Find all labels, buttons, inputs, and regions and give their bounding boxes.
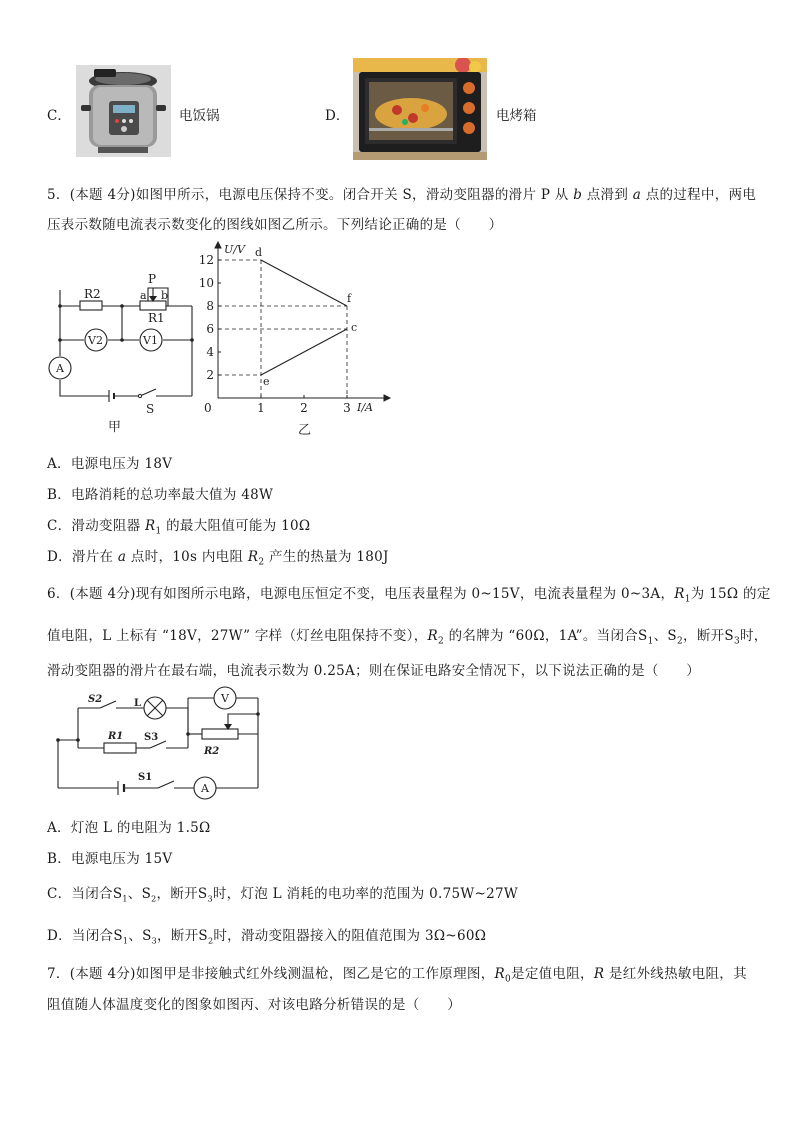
q5-option-a: A．电源电压为 18V — [47, 456, 173, 472]
q6-s3-label: S3 — [144, 732, 159, 743]
q5-point-a: a — [117, 549, 127, 565]
series-line-2 — [261, 329, 347, 375]
q6-text: 为 15Ω 的定 — [690, 586, 771, 602]
q5-ammeter-label: A — [56, 362, 64, 375]
q6-subscript: 2 — [676, 636, 684, 647]
point-label-f: f — [347, 292, 352, 305]
x-tick-label: 2 — [300, 401, 308, 415]
q6-subscript: 1 — [122, 894, 128, 904]
q5-stem-line1 — [47, 183, 756, 203]
q6-option-b: B．电源电压为 15V — [47, 851, 173, 867]
q5-r2-label: R2 — [84, 287, 101, 301]
point-label-c: c — [351, 321, 358, 334]
q5-point-b: b — [573, 187, 583, 203]
q5-text: 点滑到 — [582, 187, 633, 203]
q5-subscript: 2 — [258, 557, 265, 568]
q6-text: 、S — [653, 628, 677, 644]
q6-option-a: A．灯泡 L 的电阻为 1.5Ω — [47, 820, 211, 836]
q5-r-symbol: R — [247, 549, 259, 565]
q7-stem-line2: 阻值随人体温度变化的图象如图丙、对该电路分析错误的是（ ） — [47, 997, 461, 1013]
y-tick-label: 10 — [198, 276, 214, 290]
q5-v1-label: V1 — [143, 334, 158, 347]
y-tick-label: 12 — [198, 253, 214, 267]
q5-text: C．滑动变阻器 — [47, 518, 146, 534]
y-tick-label: 8 — [206, 299, 214, 313]
point-label-d: d — [255, 246, 263, 259]
q5-text: D．滑片在 — [47, 549, 118, 565]
q5-text: 5．(本题 4分)如图甲所示，电源电压保持不变。闭合开关 S，滑动变阻器的滑片 P 从 — [47, 187, 574, 203]
q6-r-symbol: R — [674, 586, 685, 602]
q7-text: 是定值电阻， — [511, 966, 594, 982]
q6-text: C．当闭合S — [47, 886, 123, 902]
q5-v2-label: V2 — [88, 334, 103, 347]
q6-subscript: 1 — [684, 594, 691, 605]
x-tick-label: 1 — [257, 401, 265, 415]
q6-text: 、S — [128, 928, 152, 944]
q5-subscript: 1 — [155, 526, 162, 537]
q5-option-b: B．电路消耗的总功率最大值为 48W — [47, 487, 274, 503]
q5-p-label: P — [148, 272, 157, 286]
q6-r2-label: R2 — [204, 746, 220, 757]
option-d-label: D． — [325, 108, 350, 124]
q5-point-a: a — [632, 187, 642, 203]
q6-r1-label: R1 — [108, 731, 124, 742]
q5-ylabel: U/V — [224, 243, 245, 256]
q5-origin: 0 — [204, 401, 212, 415]
q6-stem-line2 — [47, 624, 768, 647]
q6-subscript: 1 — [647, 636, 654, 647]
y-tick-label: 2 — [206, 368, 214, 382]
q6-subscript: 2 — [151, 894, 157, 904]
q7-r-symbol: R — [494, 966, 505, 982]
y-tick-label: 4 — [206, 345, 214, 359]
q6-text: ，断开S — [156, 886, 208, 902]
q7-text: 7．(本题 4分)如图甲是非接触式红外线测温枪，图乙是它的工作原理图， — [47, 966, 495, 982]
q6-text: ，断开S — [683, 628, 734, 644]
q5-text: 点时，10s 内电阻 — [126, 549, 248, 565]
q6-s2-label: S2 — [88, 694, 103, 705]
series-line-1 — [261, 260, 347, 306]
q6-text: ，断开S — [157, 928, 208, 944]
q6-subscript: 3 — [207, 894, 213, 904]
q6-r-symbol: R — [427, 628, 438, 644]
point-label-e: e — [263, 375, 270, 388]
q5-caption-jia: 甲 — [108, 420, 122, 435]
q7-stem-line1 — [47, 962, 747, 985]
q5-b-label: b — [161, 289, 169, 302]
q5-stem-line2: 压表示数随电流表示数变化的图线如图乙所示。下列结论正确的是（ ） — [47, 217, 503, 233]
q5-circuit-diagram — [44, 268, 204, 438]
q6-stem-line3: 滑动变阻器的滑片在最右端，电流表示数为 0.25A；则在保证电路安全情况下，以下说法正确的是（ ） — [47, 663, 701, 679]
q5-r1-label: R1 — [148, 311, 165, 325]
q6-text: D．当闭合S — [47, 928, 123, 944]
rice-cooker-image — [76, 65, 171, 157]
option-c-caption: 电饭锅 — [179, 108, 220, 124]
q6-s1-label: S1 — [138, 772, 153, 783]
q5-text: 点的过程中，两电 — [641, 187, 757, 203]
q6-subscript: 3 — [151, 936, 158, 946]
q7-text: 是红外线热敏电阻，其 — [604, 966, 747, 982]
q6-text: 6．(本题 4分)现有如图所示电路，电源电压恒定不变，电压表量程为 0~15V，电流表量程为 0~3A， — [47, 586, 675, 602]
option-d-caption: 电烤箱 — [496, 108, 537, 124]
q6-option-c — [47, 882, 518, 904]
y-tick-label: 6 — [206, 322, 214, 336]
q7-r-symbol: R — [593, 966, 605, 982]
q5-xlabel: I/A — [357, 401, 373, 414]
q6-voltmeter-label: V — [221, 692, 229, 705]
q5-text: 的最大阻值可能为 10Ω — [161, 518, 311, 534]
q5-graph — [196, 240, 396, 440]
q5-caption-yi: 乙 — [298, 423, 312, 438]
q5-option-c — [47, 514, 310, 537]
q6-subscript: 2 — [207, 936, 214, 946]
q6-subscript: 2 — [438, 636, 445, 647]
q5-option-d — [47, 545, 389, 568]
q5-r-symbol: R — [145, 518, 156, 534]
q5-text: 产生的热量为 180J — [264, 549, 389, 565]
q7-subscript: 0 — [504, 974, 512, 985]
q6-l-label: L — [134, 698, 142, 709]
option-c-label: C． — [47, 108, 71, 124]
q6-text: 值电阻，L 上标有 “18V，27W” 字样（灯丝电阻保持不变）， — [47, 628, 428, 644]
x-tick-label: 3 — [343, 401, 351, 415]
q6-text: 时，滑动变阻器接入的阻值范围为 3Ω~60Ω — [213, 928, 487, 944]
q6-stem-line1 — [47, 582, 771, 605]
q5-a-label: a — [140, 289, 147, 302]
q6-text: 时，灯泡 L 消耗的电功率的范围为 0.75W~27W — [212, 886, 519, 902]
q6-text: 、S — [127, 886, 152, 902]
oven-image — [353, 58, 487, 160]
q6-subscript: 3 — [733, 636, 740, 647]
q6-option-d — [47, 924, 486, 946]
q6-text: 时， — [740, 628, 768, 644]
q6-circuit-diagram — [52, 684, 272, 806]
q6-text: 的名牌为 “60Ω，1A”。当闭合S — [444, 628, 648, 644]
q5-switch-label: S — [146, 402, 155, 416]
q6-subscript: 1 — [122, 936, 129, 946]
q6-ammeter-label: A — [201, 782, 209, 795]
